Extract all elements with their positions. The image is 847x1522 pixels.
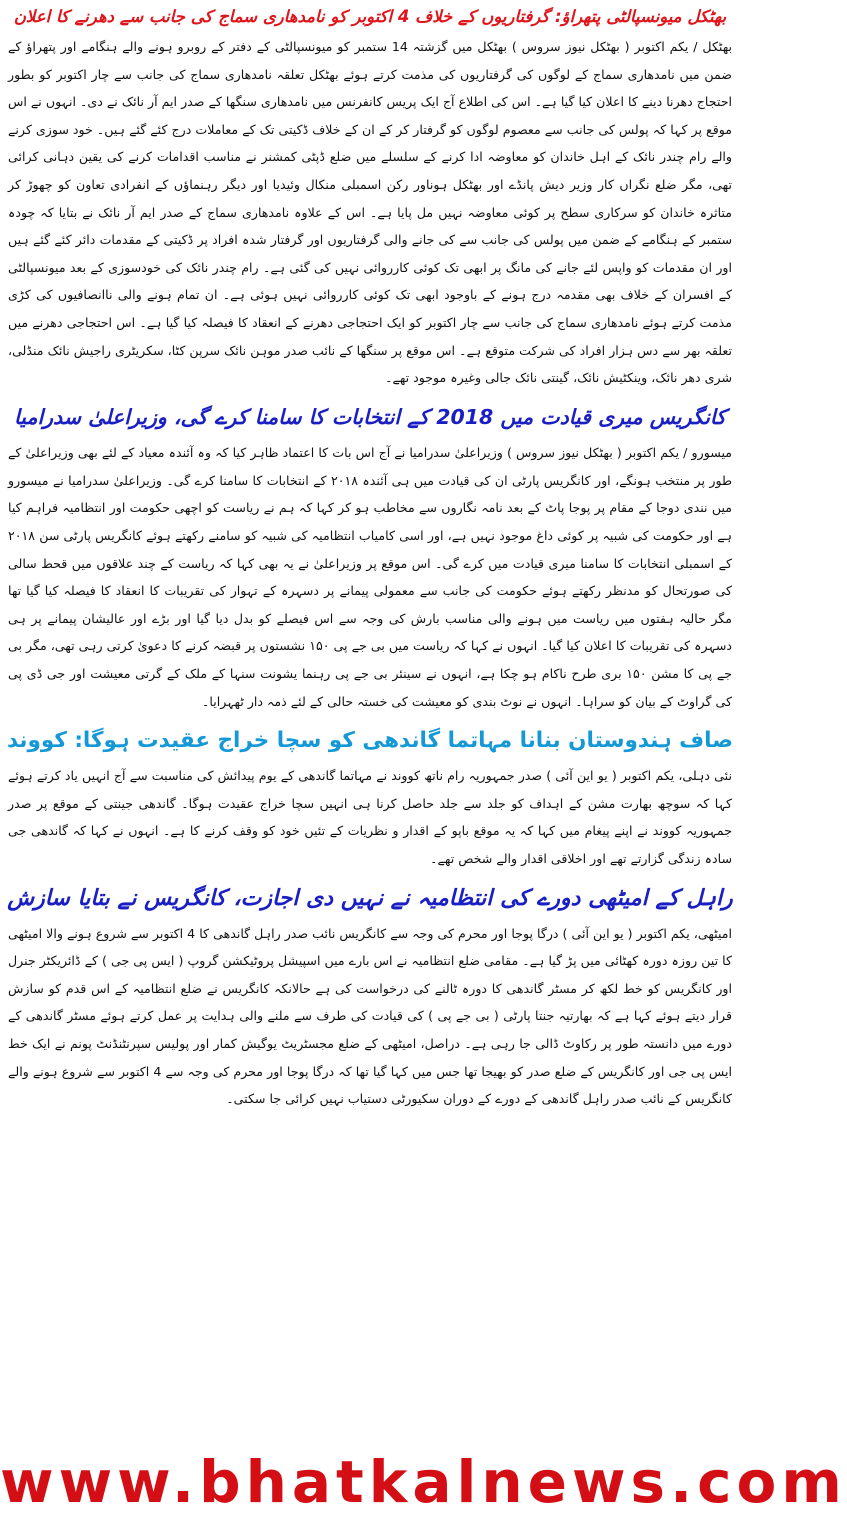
article-municipality-protest [6, 0, 734, 392]
article-clean-india-kovind [6, 715, 734, 872]
article-body: میسورو / یکم اکتوبر ( بھٹکل نیوز سروس ) وزیراعلیٰ سدرامیا نے آج اس بات کا اعتماد ظاہر کیا کہ وہ آئندہ معیاد کے لئے بھی وزیراعلیٰ کے طور پر منتخب ہونگے، اور کانگریس پارٹی ان کی قیادت میں ہی آئندہ ۲۰۱۸ کے انتخابات کا سامنا کرے گی۔ وزیراعلیٰ سدرامیا نے میسورو میں نندی دوجا کے مقام پر پوجا پاٹ کے بعد نامہ نگاروں سے مخاطب ہو کر کہا کہ ہم نے ریاست کو اچھی حکومت اور انتظامیہ فراہم کیا ہے اور حکومت کی شبیہ پر کوئی داغ موجود نہیں ہے، اور اسی کامیاب انتظامیہ کی شبیہ کو سامنے رکھتے ہوئے کانگریس پارٹی سن ۲۰۱۸ کے اسمبلی انتخابات کا سامنا میری قیادت میں کرے گی۔ اس موقع پر وزیراعلیٰ نے یہ بھی کہا کہ ریاست کے چند علاقوں میں قحط سالی کی صورتحال کو مدنظر رکھتے ہوئے حکومت کی جانب سے معمولی پیمانے پر دسہرہ کے تہوار کی تقریبات کا انعقاد کا فیصلہ کیا گیا تھا مگر حالیہ ہفتوں میں ریاست میں ہونے والی مناسب بارش کی وجہ سے اس فیصلے کو بدل دیا گیا اور بڑے اور عالیشان پیمانے پر ہی دسہرہ کی تقریبات کا اعلان کیا گیا۔ انہوں نے کہا کہ ریاست میں بی جے پی ۱۵۰ نشستوں پر قبضہ کرنے کا دعویٰ کرتی رہی تھی، مگر بی جے پی کا مشن ۱۵۰ بری طرح ناکام ہو چکا ہے، انہوں نے سینئر بی جے پی رہنما یشونت سنہا کے ملک کے گرتی معیشت اور جی ڈی پی کی گراوٹ کے بیان کو سراہا۔ انہوں نے نوٹ بندی کو معیشت کی خستہ حالی کے لئے ذمہ دار ٹھہرایا۔ [8, 445, 732, 709]
site-url-footer: www.bhatkalnews.com [0, 1448, 847, 1516]
article-headline: صاف ہندوستان بنانا مہاتما گاندھی کو سچا خراج عقیدت ہوگا: کووند [7, 728, 733, 754]
article-rahul-amethi [6, 872, 734, 1112]
article-body: بھٹکل / یکم اکتوبر ( بھٹکل نیوز سروس ) بھٹکل میں گزشتہ 14 ستمبر کو میونسپالٹی کے دفتر کے روبرو ہونے والے ہنگامے اور پتھراؤ کے ضمن میں نامدھاری سماج کے لوگوں کی گرفتاریوں کی مذمت کرتے ہوئے بھٹکل تعلقہ نامدھاری سماج کی جانب سے چار اکتوبر کو بطور احتجاج دھرنا دینے کا اعلان کیا گیا ہے۔ اس کی اطلاع آج ایک پریس کانفرنس میں نامدھاری سنگھا کے صدر ایم آر نائک نے دی۔ انہوں نے اس موقع پر کہا کہ پولس کی جانب سے معصوم لوگوں کو گرفتار کر کے ان کے خلاف ڈکیتی تک کے معاملات درج کئے گئے ہیں۔ خود سوزی کرنے والے رام چندر نائک کے اہل خاندان کو معاوضہ ادا کرنے کے سلسلے میں ضلع ڈپٹی کمشنر نے مناسب اقدامات کرنے کی یقین دہانی کرائی تھی، مگر ضلع نگراں کار وزیر دیش پانڈے اور بھٹکل ہوناور رکن اسمبلی منکال وئیدیا اور دیگر رہنماؤں کے انفرادی تعاون کو چھوڑ کر متاثرہ خاندان کو سرکاری سطح پر کوئی معاوضہ نہیں مل پایا ہے۔ اس کے علاوہ نامدھاری سماج کے صدر ایم آر نائک نے بتایا کہ چودہ ستمبر کے ہنگامے کے ضمن میں پولس کی جانب سے کی جانے والی گرفتاریوں اور گرفتار شدہ افراد پر ڈکیتی کے مقدمات دائر کئے گئے ہیں اور ان مقدمات کو واپس لئے جانے کی مانگ پر ابھی تک کوئی کارروائی نہیں کی گئی ہے۔ رام چندر نائک کی خودسوزی کے بعد میونسپالٹی کے افسران کے خلاف بھی مقدمہ درج ہونے کے باوجود ابھی تک کوئی کارروائی نہیں ہوئی ہے۔ ان تمام ہونے والی ناانصافیوں کی کڑی مذمت کرتے ہوئے نامدھاری سماج کی جانب سے چار اکتوبر کو ایک احتجاجی دھرنے کے انعقاد کا فیصلہ کیا گیا ہے۔ اس احتجاجی دھرنے میں تعلقہ بھر سے دس ہزار افراد کی شرکت متوقع ہے۔ اس موقع پر سنگھا کے نائب صدر موہن نائک سرپن کٹا، سکریٹری راجیش نائک منڈلی، شری دھر نائک، وینکٹیش نائک، گینتی نائک جالی وغیرہ موجود تھے۔ [8, 38, 733, 386]
article-congress-siddaramaiah [6, 392, 734, 716]
article-headline: راہل کے امیٹھی دورے کی انتظامیہ نے نہیں دی اجازت، کانگریس نے بتایا سازش [7, 886, 733, 912]
article-body: امیٹھی، یکم اکتوبر ( یو این آئی ) درگا پوجا اور محرم کی وجہ سے کانگریس نائب صدر راہل گاندھی کا 4 اکتوبر سے شروع ہونے والا امیٹھی کا تین روزہ دورہ کھٹائی میں پڑ گیا ہے۔ مقامی ضلع انتظامیہ نے اس بارے میں اسپیشل پروٹیکشن گروپ ( ایس پی جی ) کے ڈائریکٹر جنرل اور کانگریس کو خط لکھ کر مسٹر گاندھی کا دورہ ٹالنے کی درخواست کی ہے حالانکہ کانگریس نے ضلع انتظامیہ کے اس قدم کو سازش قرار دیتے ہوئے کہا ہے کہ بھارتیہ جنتا پارٹی ( بی جے پی ) کی قیادت کی طرف سے ملنے والی ہدایت پر عمل کرتے ہوئے مسٹر گاندھی کے دورے میں دانستہ طور پر رکاوٹ ڈالی جا رہی ہے۔ دراصل، امیٹھی کے ضلع مجسٹریٹ یوگیش کمار اور پولیس سپرنٹنڈنٹ پونم نے ایک خط ایس پی جی اور کانگریس کے ضلع صدر کو بھیجا تھا جس میں کہا گیا تھا کہ درگا پوجا اور محرم کی وجہ سے 4 اکتوبر سے شروع ہونے والے کانگریس کے نائب صدر راہل گاندھی کے دورے کے دوران سکیورٹی دستیاب نہیں کرائی جا سکتی۔ [8, 925, 732, 1107]
article-headline: بھٹکل میونسپالٹی پتھراؤ: گرفتاریوں کے خلاف 4 اکتوبر کو نامدھاری سماج کی جانب سے دھرنے کا اعلان [13, 7, 727, 26]
article-body: نئی دہلی، یکم اکتوبر ( یو این آئی ) صدر جمہوریہ رام ناتھ کووند نے مہاتما گاندھی کے یوم پیدائش کی مناسبت سے آج انہیں یاد کرتے ہوئے کہا کہ سوچھ بھارت مشن کے اہداف کو جلد سے جلد حاصل کرنا ہی انہیں سچا خراج عقیدت ہوگا۔ گاندھی جینتی کے موقع پر صدر جمہوریہ کووند نے اپنے پیغام میں کہا کہ یہ موقع باپو کے اقدار و نظریات کے تئیں خود کو وقف کرنے کا ہے۔ انہوں نے کہا کہ گاندھی جی سادہ زندگی گزارتے تھے اور اخلاقی اقدار والے شخص تھے۔ [8, 767, 732, 866]
article-headline: کانگریس میری قیادت میں 2018 کے انتخابات کا سامنا کرے گی، وزیراعلیٰ سدرامیا [14, 404, 726, 429]
